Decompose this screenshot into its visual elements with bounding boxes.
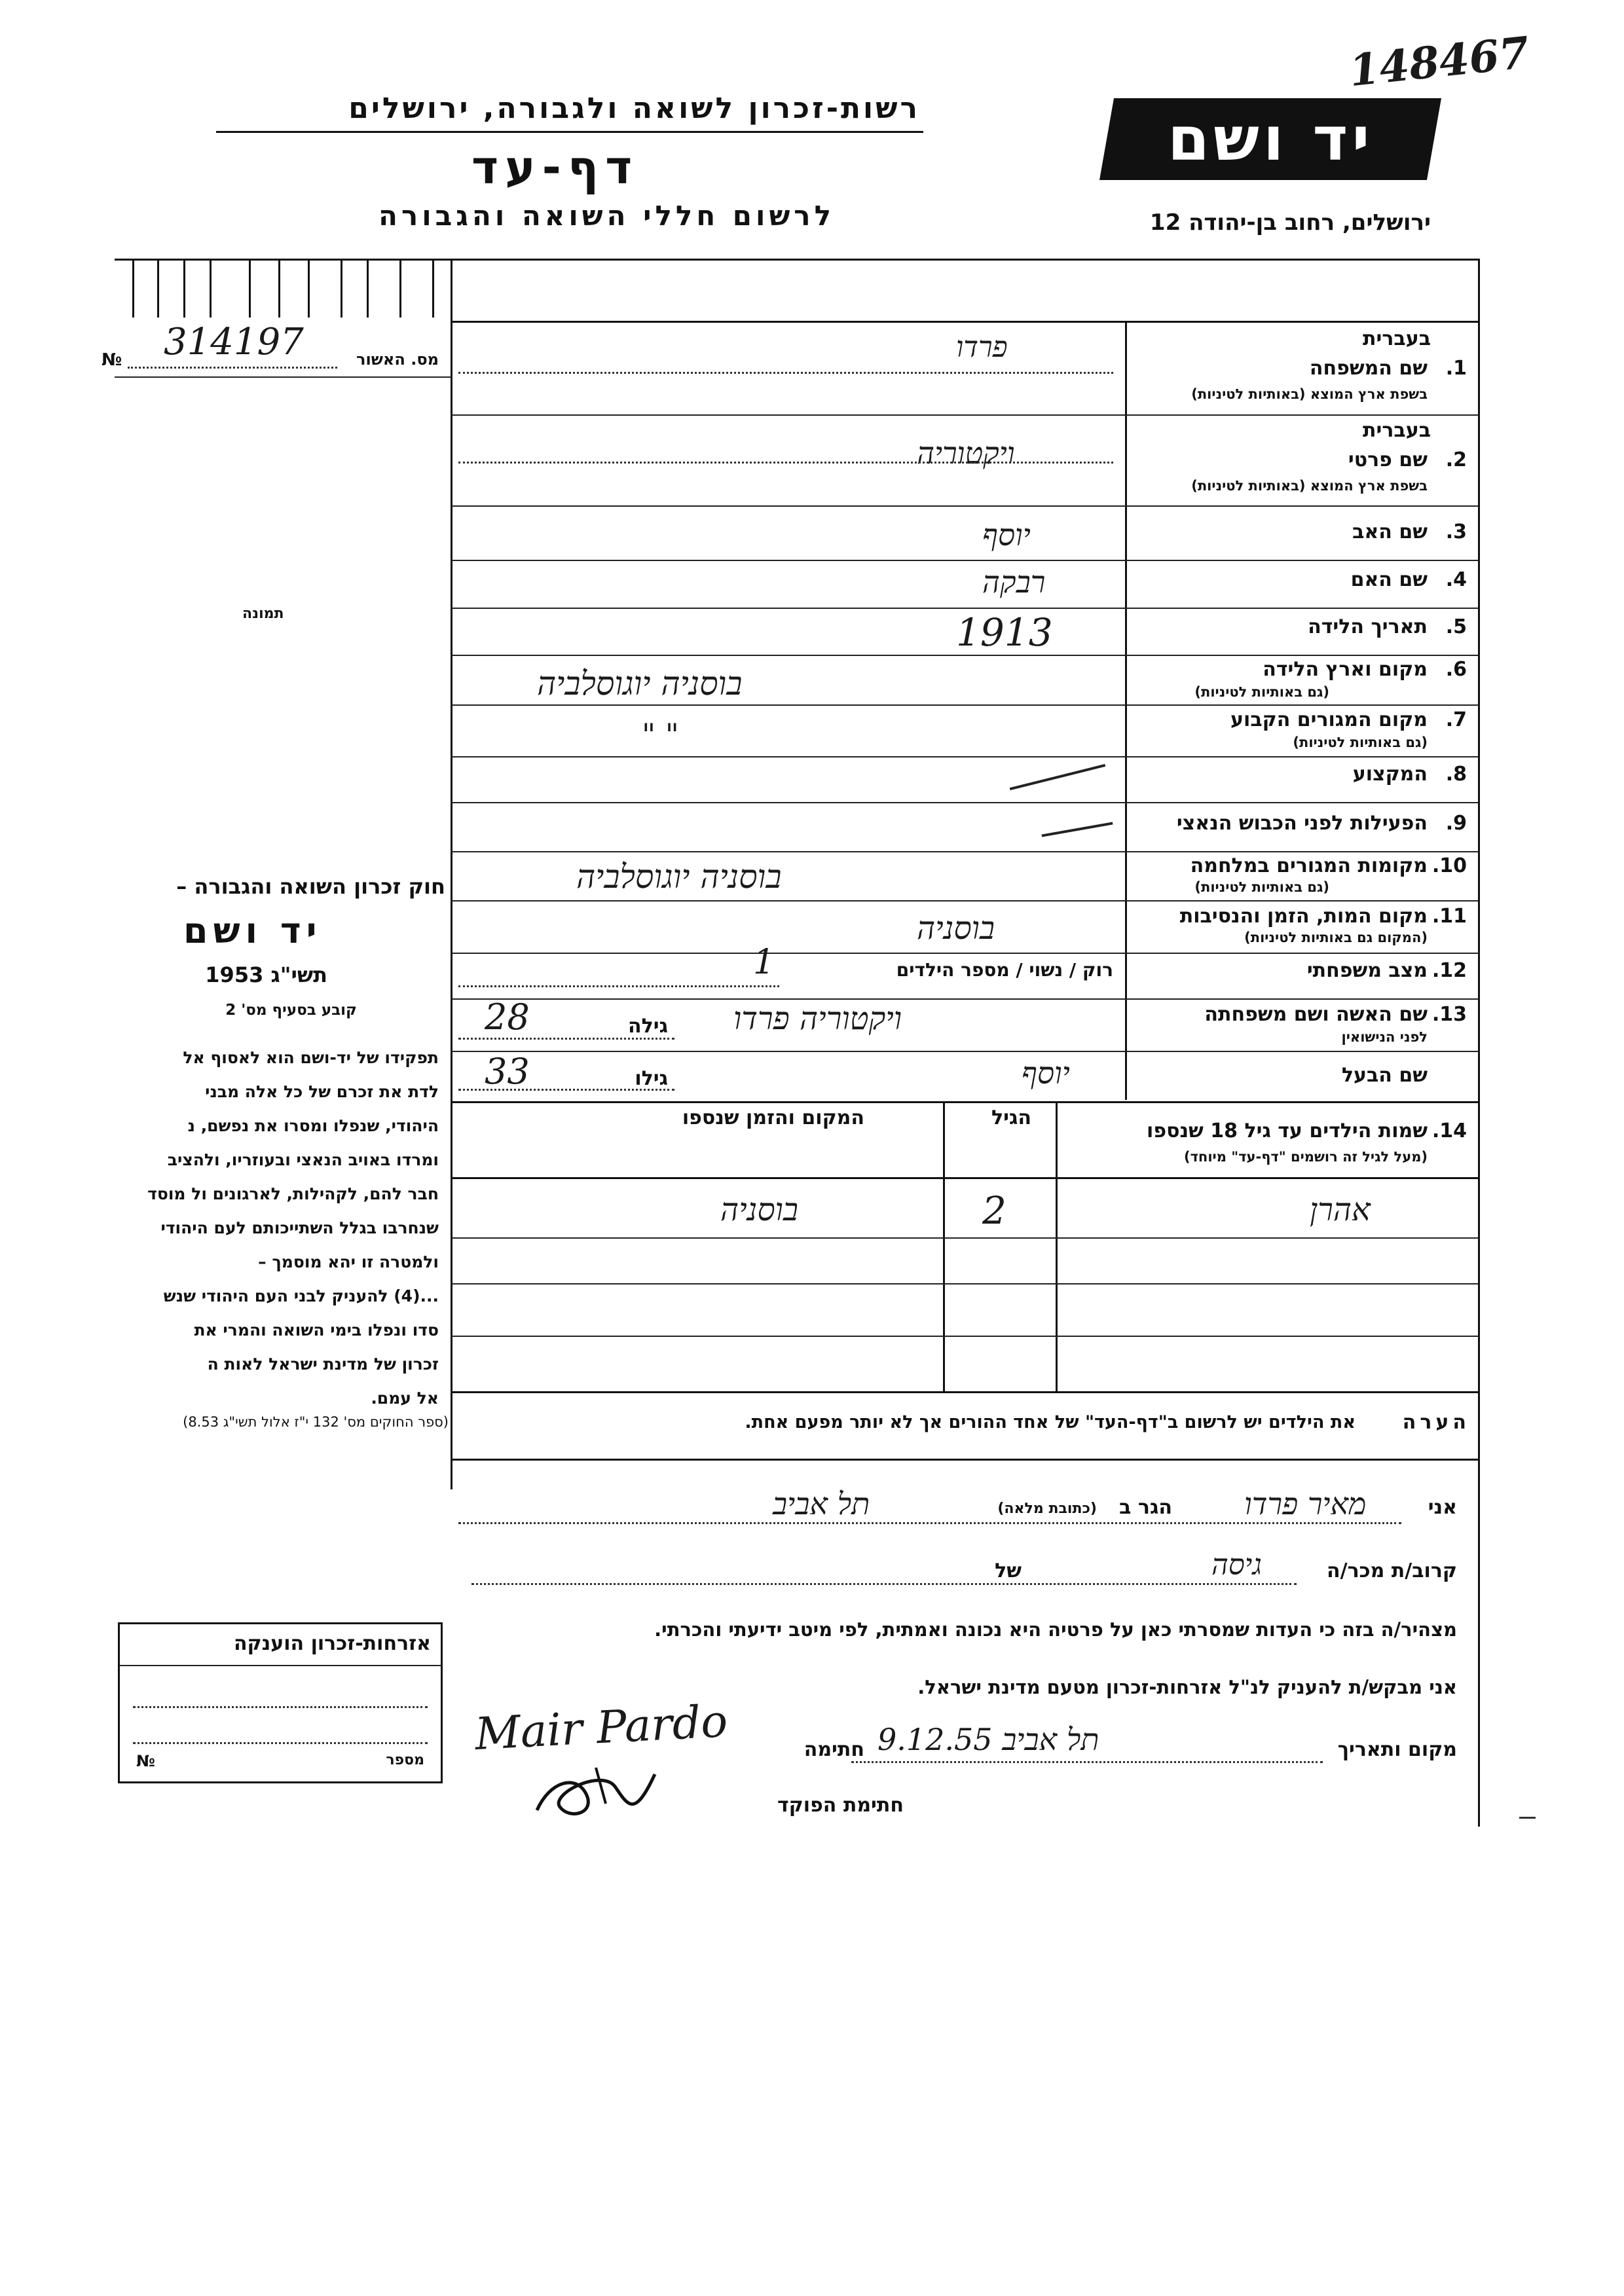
- form-left-divider: [451, 259, 452, 1489]
- field-9-number: 9.: [1445, 812, 1467, 835]
- field-3-number: 3.: [1445, 520, 1467, 543]
- children-number: 14.: [1431, 1120, 1467, 1142]
- law-name: יד ושם: [183, 910, 322, 951]
- row-sep: [452, 560, 1479, 561]
- law-text-line: חבר להם, לקהילות, לארגונים ול מוסד: [147, 1184, 439, 1203]
- law-text-line: לדת את זכרם של כל אלה מבני: [205, 1082, 439, 1101]
- field-7-note: (גם באותיות לטיניות): [1293, 735, 1428, 750]
- children-table-bottom: [452, 1391, 1479, 1393]
- law-title: חוק זכרון השואה והגבורה –: [176, 874, 445, 899]
- citizenship-dotted-2: [133, 1742, 428, 1744]
- row-sep: [452, 756, 1479, 757]
- photo-label: תמונה: [242, 606, 284, 622]
- row-sep: [452, 414, 1479, 416]
- children-header-rule: [452, 1177, 1479, 1179]
- relation-label: קרוב/ת מכר/ה: [1327, 1559, 1457, 1582]
- field-13-dotted: [458, 1038, 674, 1040]
- place-date-label: מקום ותאריך: [1337, 1738, 1457, 1761]
- remark-text: את הילדים יש לרשום ב"דף-העד" של אחד ההורים אך לא יותר מפעם אחת.: [745, 1412, 1356, 1432]
- field-8-dash-mark: [1010, 764, 1106, 790]
- header-underline: [216, 131, 923, 133]
- field-10-value: בוסניה יוגוסלביה: [576, 858, 782, 896]
- field-5-label: תאריך הלידה: [1308, 615, 1428, 638]
- field-11-value: בוסניה: [917, 910, 995, 947]
- field-1-note: בשפת ארץ המוצא (באותיות לטיניות): [1191, 386, 1428, 402]
- officer-signature-label: חתימת הפוקד: [777, 1794, 904, 1817]
- citizenship-no-sign: №: [136, 1752, 155, 1770]
- of-label: של: [995, 1559, 1022, 1582]
- row-sep: [452, 608, 1479, 609]
- declaration-prefix: אני: [1428, 1496, 1457, 1519]
- row-sep: [452, 505, 1479, 507]
- approval-dotted-line: [128, 367, 337, 369]
- field-2-note: בשפת ארץ המוצא (באותיות לטיניות): [1191, 478, 1428, 494]
- husband-value: יוסף: [1022, 1055, 1070, 1091]
- declarant-address: תל אביב: [773, 1486, 870, 1522]
- field-13-number: 13.: [1431, 1003, 1467, 1026]
- field-7-number: 7.: [1445, 708, 1467, 731]
- field-1-value: פרדו: [956, 331, 1008, 364]
- child-1-name: אהרן: [1310, 1192, 1371, 1228]
- children-col-div-1: [1056, 1101, 1058, 1393]
- child-1-place: בוסניה: [720, 1192, 799, 1228]
- children-row-rule: [452, 1336, 1479, 1337]
- field-1-number: 1.: [1445, 357, 1467, 380]
- field-10-label: מקומות המגורים במלחמה: [1190, 854, 1428, 877]
- field-6-number: 6.: [1445, 658, 1467, 681]
- declaration-line-2: [471, 1583, 1297, 1585]
- children-row-rule: [452, 1283, 1479, 1285]
- declarant-name: מאיר פרדו: [1244, 1486, 1367, 1522]
- field-12-number: 12.: [1431, 959, 1467, 982]
- row-sep: [452, 704, 1479, 706]
- row-sep: [452, 998, 1479, 1000]
- citizenship-title: אזרחות-זכרון הוענקה: [233, 1632, 431, 1655]
- field-13-age: 28: [485, 996, 530, 1038]
- citizenship-dotted-1: [133, 1706, 428, 1708]
- approval-label: מס. האשור: [356, 350, 439, 369]
- field-11-note: (המקום גם באותיות לטיניות): [1244, 930, 1428, 945]
- child-1-age: 2: [982, 1188, 1006, 1233]
- relation-value: גיסה: [1211, 1548, 1262, 1582]
- signature-label: חתימה: [803, 1738, 864, 1761]
- field-2-number: 2.: [1445, 448, 1467, 471]
- field-2-dotted: [458, 462, 1113, 464]
- approval-rule: [115, 376, 452, 378]
- field-12-value: 1: [753, 943, 775, 982]
- law-clause: קובע בסעיף מס' 2: [225, 1002, 357, 1019]
- field-10-number: 10.: [1431, 854, 1467, 877]
- edge-mark: [1519, 1817, 1536, 1819]
- field-1-dotted: [458, 372, 1113, 374]
- children-row-rule: [452, 1237, 1479, 1239]
- children-place-header: המקום והזמן שנספו: [682, 1106, 864, 1129]
- husband-dotted: [458, 1089, 674, 1091]
- resident-label: הגר ב: [1119, 1496, 1172, 1519]
- field-7-label: מקום המגורים הקבוע: [1230, 708, 1428, 731]
- declaration-statement: מצהיר/ה בזה כי העדות שמסרתי כאן על פרטיה היא נכונה ואמתית, לפי מיטב ידיעתי והכרתי.: [654, 1618, 1457, 1641]
- law-year: תשי"ג 1953: [205, 962, 327, 987]
- remark-label: הערה: [1402, 1411, 1470, 1434]
- citizenship-box: [118, 1622, 443, 1783]
- law-text-line: היהודי, שנפלו ומסרו את נפשם, נ: [187, 1116, 439, 1135]
- law-text-line: שנחרבו בגלל השתייכותם לעם היהודי: [160, 1218, 439, 1237]
- husband-age: 33: [485, 1051, 530, 1092]
- archive-number: 148467: [1346, 26, 1532, 97]
- field-4-label: שם האם: [1350, 568, 1428, 591]
- field-13-age-label: גילה: [628, 1015, 668, 1038]
- husband-label: שם הבעל: [1341, 1064, 1428, 1087]
- remark-bottom-rule: [452, 1459, 1479, 1461]
- address-hint: (כתובת מלאה): [997, 1501, 1097, 1517]
- declaration-request: אני מבקש/ת להעניק לנ"ל אזרחות-זכרון מטעם מדינת ישראל.: [917, 1676, 1457, 1698]
- field-3-value: יוסף: [982, 517, 1031, 553]
- row-sep: [452, 802, 1479, 803]
- place-date-line: [851, 1761, 1323, 1763]
- field-7-value: " ": [642, 717, 679, 752]
- law-text-line: אל עמם.: [371, 1389, 439, 1408]
- field-11-label: מקום המות, הזמן והנסיבות: [1179, 905, 1428, 928]
- law-reference: (ספר החוקים מס' 132 י"ז אלול תשי"ג 8.53): [183, 1414, 449, 1430]
- form-subtitle: לרשום חללי השואה והגבורה: [378, 200, 835, 232]
- citizenship-rule: [120, 1665, 441, 1666]
- form-right-border: [1478, 259, 1480, 1827]
- children-col-div-2: [943, 1101, 945, 1393]
- field-13-label: שם האשה ושם משפחתה: [1204, 1003, 1428, 1026]
- field-1-heading: בעברית: [1363, 327, 1431, 350]
- field-5-value: 1913: [956, 610, 1053, 655]
- approval-number: 314197: [164, 321, 304, 363]
- children-title: שמות הילדים עד גיל 18 שנספו: [1147, 1120, 1428, 1142]
- form-title: דף-עד: [471, 141, 639, 194]
- law-text-line: ומרדו באויב הנאצי ובעוזריו, ולהציב: [167, 1150, 439, 1169]
- law-text-line: זכרון של מדינת ישראל לאות ה: [207, 1355, 439, 1374]
- yad-vashem-logo: [1099, 98, 1441, 180]
- field-4-number: 4.: [1445, 568, 1467, 591]
- field-12-extra: רוק / נשוי / מספר הילדים: [896, 959, 1113, 981]
- field-1-label: שם המשפחה: [1309, 357, 1428, 380]
- row-sep: [452, 1051, 1479, 1052]
- citizenship-number-label: מספר: [386, 1752, 424, 1768]
- field-10-note: (גם באותיות לטיניות): [1194, 879, 1329, 895]
- children-table-top: [452, 1101, 1479, 1103]
- address: ירושלים, רחוב בן-יהודה 12: [1149, 210, 1431, 236]
- law-text-line: סדו ונפלו בימי השואה והמרי את: [194, 1321, 439, 1339]
- signature: Mair Pardo: [473, 1695, 729, 1761]
- law-text-line: ולמטרה זו יהא מוסמך –: [258, 1252, 439, 1271]
- field-6-label: מקום וארץ הלידה: [1263, 658, 1428, 681]
- row-sep: [452, 851, 1479, 852]
- law-text-line: ...(4) להעניק לבני העם היהודי שנש: [163, 1286, 439, 1305]
- field-12-label: מצב משפחתי: [1306, 959, 1428, 982]
- field-9-label: הפעילות לפני הכבוש הנאצי: [1176, 812, 1428, 835]
- barcode-strip: [118, 259, 449, 318]
- row-sep: [452, 655, 1479, 656]
- field-8-label: המקצוע: [1352, 763, 1428, 786]
- field-3-label: שם האב: [1352, 520, 1428, 543]
- officer-signature-scribble: [524, 1755, 668, 1827]
- husband-age-label: גילו: [635, 1067, 668, 1090]
- field-13-note: לפני הנישואין: [1341, 1029, 1428, 1045]
- field-8-number: 8.: [1445, 763, 1467, 786]
- field-2-value: ויקטוריה: [917, 435, 1015, 471]
- form-sub-top-border: [452, 321, 1480, 323]
- place-date-value: תל אביב 9.12.55: [877, 1722, 1099, 1757]
- children-age-header: הגיל: [991, 1106, 1031, 1129]
- law-text: [72, 1041, 439, 1415]
- field-6-value: בוסניה יוגוסלביה: [537, 665, 743, 702]
- approval-no-sign: №: [101, 350, 122, 370]
- field-9-dash-mark: [1041, 822, 1113, 837]
- declaration-line-1: [458, 1522, 1401, 1524]
- field-13-value: ויקטוריה פרדו: [733, 1000, 902, 1037]
- row-sep: [452, 953, 1479, 954]
- row-sep: [452, 900, 1479, 902]
- children-note: (מעל לגיל זה רושמים "דף-עד" מיוחד): [1183, 1149, 1428, 1165]
- field-2-label: שם פרטי: [1348, 448, 1428, 471]
- law-text-line: תפקידו של יד-ושם הוא לאסוף אל: [183, 1048, 439, 1067]
- field-6-note: (גם באותיות לטיניות): [1194, 684, 1329, 700]
- logo-text: יד ושם: [1167, 104, 1374, 174]
- field-11-number: 11.: [1431, 905, 1467, 928]
- field-2-heading: בעברית: [1363, 419, 1431, 442]
- field-4-value: רבקה: [982, 564, 1046, 600]
- label-column-divider: [1125, 321, 1127, 1100]
- field-5-number: 5.: [1445, 615, 1467, 638]
- field-12-dotted: [458, 985, 779, 987]
- authority-name: רשות-זכרון לשואה ולגבורה, ירושלים: [348, 92, 920, 125]
